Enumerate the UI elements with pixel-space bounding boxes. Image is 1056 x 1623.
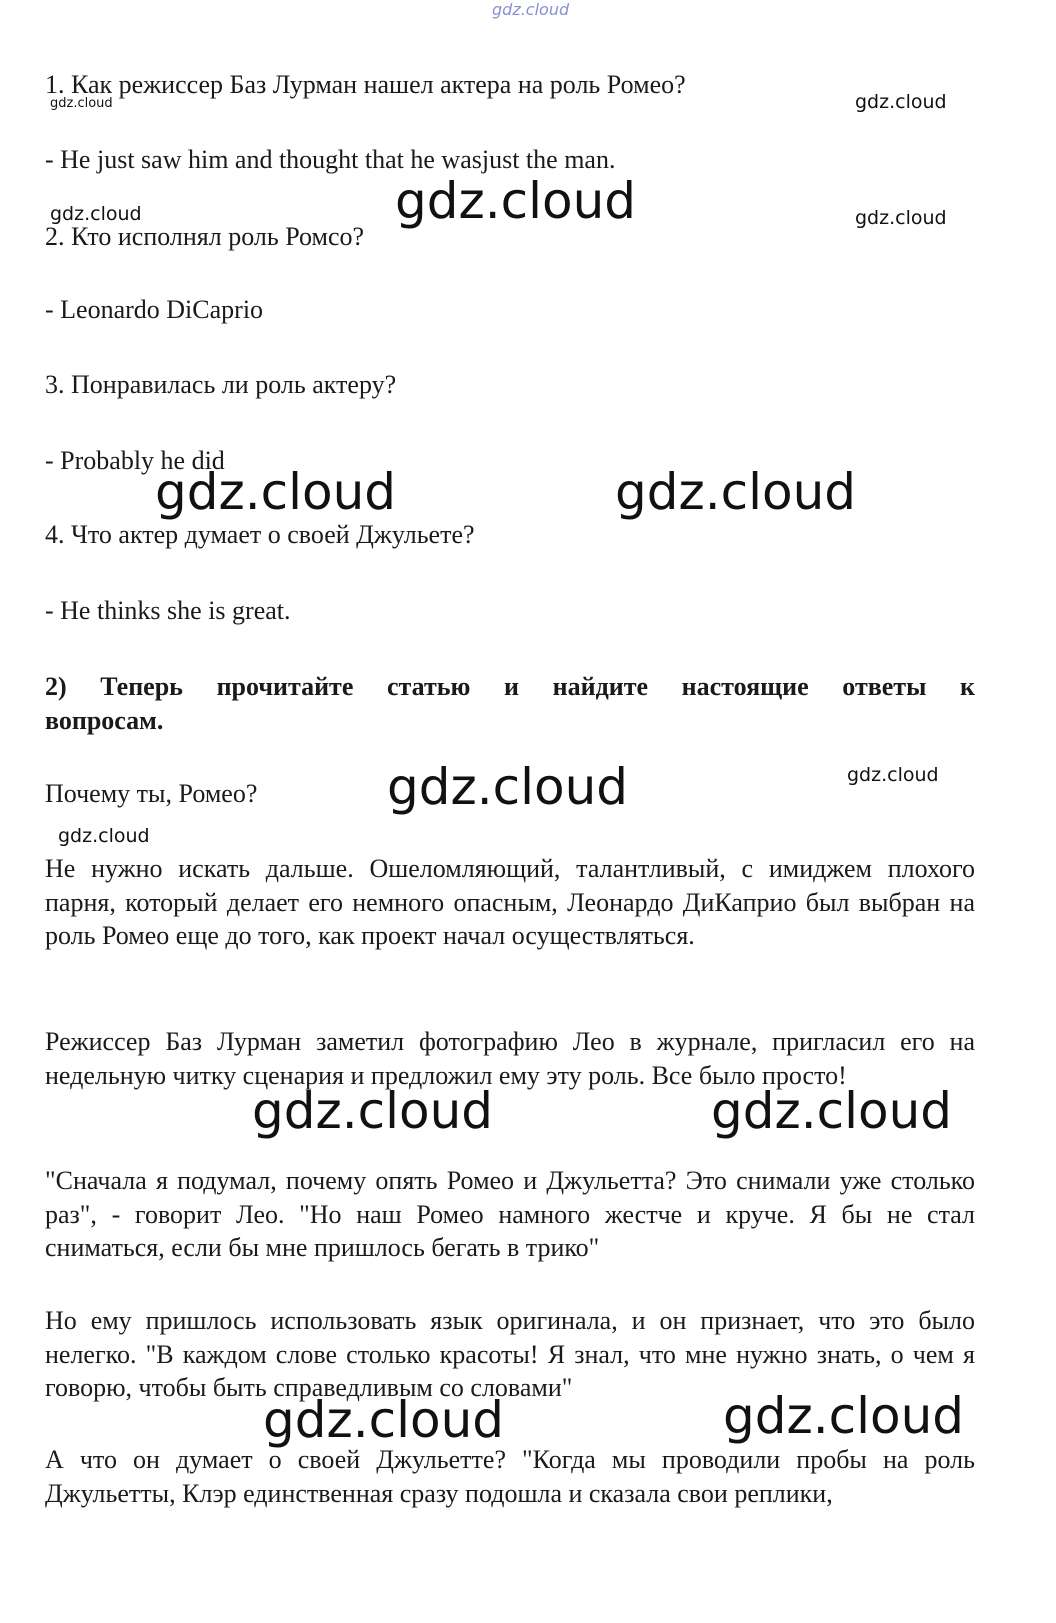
watermark: gdz.cloud	[723, 1387, 965, 1445]
question-3: 3. Понравилась ли роль актеру?	[45, 370, 397, 399]
task-heading: 2) Теперь прочитайте статью и найдите настоящие ответы к вопросам.	[45, 672, 975, 735]
question-2: 2. Кто исполнял роль Ромсо?	[45, 222, 365, 251]
watermark: gdz.cloud	[252, 1082, 494, 1140]
watermark: gdz.cloud	[50, 96, 113, 111]
answer-4: - He thinks she is great.	[45, 596, 291, 625]
watermark: gdz.cloud	[847, 764, 939, 786]
watermark: gdz.cloud	[855, 91, 947, 113]
answer-2: - Leonardo DiCaprio	[45, 295, 264, 324]
watermark: gdz.cloud	[855, 207, 947, 229]
watermark: gdz.cloud	[711, 1082, 953, 1140]
watermark: gdz.cloud	[387, 758, 629, 816]
watermark: gdz.cloud	[50, 203, 142, 225]
article-paragraph: А что он думает о своей Джульетте? "Когда мы проводили пробы на роль Джульетты, Клэр единственная сразу подошла и сказала свои реплики,	[45, 1445, 975, 1508]
watermark: gdz.cloud	[58, 825, 150, 847]
watermark: gdz.cloud	[395, 172, 637, 230]
question-1: 1. Как режиссер Баз Лурман нашел актера на роль Ромео?	[45, 70, 686, 99]
watermark: gdz.cloud	[155, 463, 397, 521]
question-4: 4. Что актер думает о своей Джульете?	[45, 520, 475, 549]
watermark: gdz.cloud	[263, 1391, 505, 1449]
watermark-top: gdz.cloud	[492, 0, 570, 19]
article-title: Почему ты, Ромео?	[45, 779, 258, 808]
article-paragraph: Режиссер Баз Лурман заметил фотографию Лео в журнале, пригласил его на недельную читку сценария и предложил ему эту роль. Все было просто!	[45, 1027, 975, 1090]
article-paragraph: "Сначала я подумал, почему опять Ромео и Джульетта? Это снимали уже столько раз", - говорит Лео. "Но наш Ромео намного жестче и круче. Я бы не стал сниматься, если бы мне пришлось бегать в трико"	[45, 1166, 975, 1262]
article-paragraph: Но ему пришлось использовать язык оригинала, и он признает, что это было нелегко. "В каждом слове столько красоты! Я знал, что мне нужно знать, о чем я говорю, чтобы быть справедливым со словами"	[45, 1306, 975, 1402]
watermark: gdz.cloud	[615, 463, 857, 521]
answer-3: - Probably he did	[45, 446, 225, 475]
article-paragraph: Не нужно искать дальше. Ошеломляющий, талантливый, с имиджем плохого парня, который делает его немного опасным, Леонардо ДиКаприо был выбран на роль Ромео еще до того, как проект начал осуществляться.	[45, 854, 975, 950]
answer-1: - He just saw him and thought that he wasjust the man.	[45, 145, 616, 174]
